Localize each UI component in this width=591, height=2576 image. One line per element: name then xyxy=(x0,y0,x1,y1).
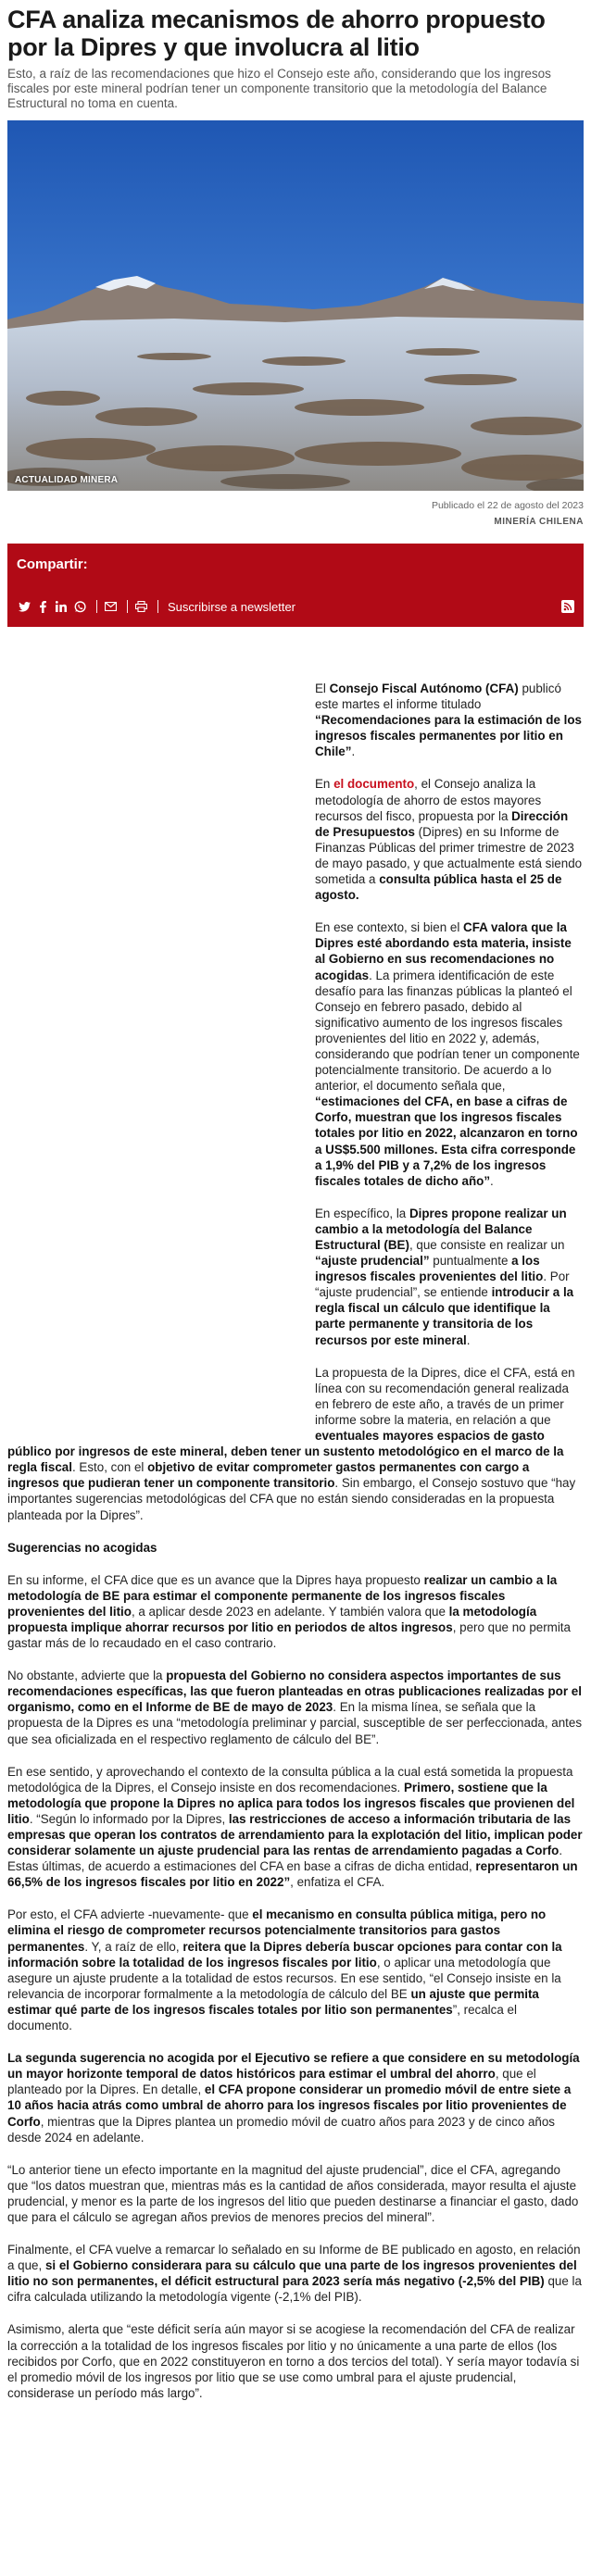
text: publicó este martes el informe titulado xyxy=(315,682,561,712)
text: ”, recalca el documento. xyxy=(7,2002,517,2033)
text-bold: “Recomendaciones para la estimación de los ingresos fiscales permanentes por litio en Chile” xyxy=(315,713,583,759)
document-link[interactable]: el documento xyxy=(333,777,415,792)
text-bold: las restricciones de acceso a información tributaria de las empresas que operan los contratos de arrendamiento para la explotación del litio, implican poder considerar solamente un ajuste prudencial para las rentas de arrendamiento pagadas a Corfo xyxy=(7,1811,583,1858)
text: que la cifra calculada utilizando la metodología vigente (-2,1% del PIB). xyxy=(7,2274,582,2305)
paragraph-12 xyxy=(7,2242,584,2305)
text-bold: Primero, sostiene que la metodología que propone la Dipres no aplica para todos los ingresos fiscales que provienen del litio xyxy=(7,1780,575,1826)
text: . xyxy=(466,1332,471,1347)
text: . xyxy=(490,1173,494,1188)
text: En ese contexto, si bien el xyxy=(315,920,464,935)
text-bold: Consejo Fiscal Autónomo (CFA) xyxy=(329,682,519,695)
linkedin-icon[interactable] xyxy=(54,599,69,614)
text-bold: introducir a la regla fiscal un cálculo que identifique la parte permanente y transitoria de los recursos por este mineral xyxy=(315,1285,574,1347)
paragraph-7 xyxy=(7,1668,584,1746)
text-bold: realizar un cambio a la metodología de BE para estimar el componente permanente de los ingresos fiscales provenientes del litio xyxy=(7,1572,558,1619)
text: . xyxy=(351,744,356,759)
paragraph-9 xyxy=(7,1907,584,2033)
paragraph-8 xyxy=(7,1764,584,1891)
text-bold: un ajuste que permita estimar qué parte de los ingresos fiscales totales por litio son permanentes xyxy=(7,1986,539,2017)
text: . Estas últimas, de acuerdo a estimaciones del CFA en base a cifras de dicha entidad, xyxy=(7,1844,563,1874)
text: En específico, la xyxy=(315,1206,409,1220)
text: . La primera identificación de este desafío para las finanzas públicas la planteó el Consejo en febrero pasado, debido al significativo aumento de los ingresos fiscales provenientes del litio en 2022 y, además, considerando que podrían tener un componente potencialmente transitorio. De acuerdo a lo anterior, el documento señala que, xyxy=(315,968,580,1094)
text: , mientras que la Dipres plantea un promedio móvil de cuatro años para 2023 y de cinco años desde 2024 en adelante. xyxy=(7,2114,555,2145)
text-bold: Dirección de Presupuestos xyxy=(315,808,569,839)
text-bold: representaron un 66,5% de los ingresos fiscales por litio en 2022” xyxy=(7,1859,578,1890)
paragraph-6 xyxy=(7,1572,584,1651)
text: , a aplicar desde 2023 en adelante. Y también valora que xyxy=(131,1604,449,1619)
email-icon[interactable] xyxy=(103,599,118,614)
text: . Sin embargo, el Consejo sostuvo que “hay importantes sugerencias metodológicas del CFA que no están siendo consideradas en la propuesta planteada por la Dipres”. xyxy=(7,1476,576,1522)
sidebar-spacer xyxy=(7,681,315,1436)
hero-image xyxy=(7,120,584,491)
text-bold: propuesta del Gobierno no considera aspectos importantes de sus recomendaciones específicas, las que fueron planteadas en otras publicaciones realizadas por el organismo, como en el Informe de BE de mayo de 2023 xyxy=(7,1669,582,1715)
text: . Por “ajuste prudencial”, se entiende xyxy=(315,1269,570,1300)
print-icon[interactable] xyxy=(133,599,148,614)
text: En su informe, el CFA dice que es un avance que la Dipres haya propuesto xyxy=(7,1572,424,1587)
text: , que el planteado por la Dipres. En detalle, xyxy=(7,2067,536,2097)
text: , que consiste en realizar un xyxy=(409,1238,565,1252)
text-bold: el mecanismo en consulta pública mitiga, pero no elimina el riesgo de comprometer recursos potencialmente transitorios para gastos permanentes xyxy=(7,1907,547,1954)
text-bold: consulta pública hasta el 25 de agosto. xyxy=(315,872,562,903)
share-divider xyxy=(96,600,97,613)
section-heading: Sugerencias no acogidas xyxy=(7,1540,157,1555)
text: puntualmente xyxy=(429,1254,512,1269)
text-bold: reitera que la Dipres debería buscar opciones para contar con la información sobre la totalidad de los ingresos fiscales por litio xyxy=(7,1939,562,1970)
salt-flat-landscape xyxy=(7,120,584,491)
source-label: MINERÍA CHILENA xyxy=(494,517,584,527)
text-bold: la metodología propuesta implique ahorrar recursos por litio en periodos de altos ingresos xyxy=(7,1604,537,1634)
text: , enfatiza el CFA. xyxy=(290,1875,385,1890)
text-bold: La segunda sugerencia no acogida por el Ejecutivo se refiere a que considere en su metodología un mayor horizonte temporal de datos históricos para estimar el umbral del ahorro xyxy=(7,2051,580,2082)
photo-credit: ACTUALIDAD MINERA xyxy=(15,475,119,485)
paragraph-11 xyxy=(7,2162,584,2225)
text: La propuesta de la Dipres, dice el CFA, está en línea con su recomendación general realizada en febrero de este año, a través de un primer informe sobre la materia, en relación a que xyxy=(315,1365,575,1427)
text-bold: objetivo de evitar comprometer gastos permanentes con cargo a ingresos que pudieran tener un componente transitorio xyxy=(7,1460,530,1491)
twitter-icon[interactable] xyxy=(17,599,31,614)
facebook-icon[interactable] xyxy=(35,599,50,614)
text: “Lo anterior tiene un efecto importante en la magnitud del ajuste prudencial”, dice el CFA, agregando que “los datos muestran que, mientras más es la cantidad de años considerada, mayor resulta el ajuste prudencial, y menor es la parte de los ingresos del litio que pueden destinarse a financiar el gasto, dado que para el cálculo se agregan años previos de menores precios del mineral”. xyxy=(7,2162,579,2224)
share-row xyxy=(17,597,574,616)
text: (Dipres) en su Informe de Finanzas Públicas del primer trimestre de 2023 de mayo pasado, y que actualmente está siendo sometida a xyxy=(315,824,583,887)
share-bar xyxy=(7,544,584,627)
text: . Esto, con el xyxy=(71,1460,148,1475)
text: , el Consejo analiza la metodología de ahorro de estos mayores recursos del fisco, propuesta por la xyxy=(315,777,542,823)
headline: CFA analiza mecanismos de ahorro propuesto por la Dipres y que involucra al litio xyxy=(7,6,546,61)
text: No obstante, advierte que la xyxy=(7,1669,167,1683)
text: , pero que no permita gastar más de lo recaudado en el caso contrario. xyxy=(7,1619,571,1651)
whatsapp-icon[interactable] xyxy=(72,599,87,614)
text-bold: Dipres propone realizar un cambio a la metodología del Balance Estructural (BE) xyxy=(315,1206,567,1252)
paragraph-10 xyxy=(7,2050,584,2145)
text: , o aplicar una metodología que asegure un ajuste prudente a la totalidad de estos recursos. En ese sentido, “el Consejo insiste en la relevancia de incorporar formalmente a la metodología de cálculo del BE xyxy=(7,1955,561,2001)
share-divider xyxy=(127,600,128,613)
share-divider xyxy=(157,600,158,613)
text-bold: si el Gobierno considerara para su cálculo que una parte de los ingresos provenientes del litio no son permanentes, el déficit estructural para 2023 sería más negativo (-2,5% del PIB) xyxy=(7,2258,577,2289)
text: . En la misma línea, se señala que la propuesta de la Dipres es una “metodología preliminar y parcial, susceptible de ser perfeccionada, antes que sea oficializada en el respectivo reglamento de cálculo del BE”. xyxy=(7,1700,583,1746)
text: En ese sentido, y aprovechando el contexto de la consulta pública a la cual está sometida la propuesta metodológica de la Dipres, el Consejo insiste en dos recomendaciones. xyxy=(7,1764,573,1794)
text: En xyxy=(315,777,334,792)
text-bold: eventuales mayores espacios de gasto público por ingresos de este mineral, deben tener un sustento metodológico en el marco de la regla fiscal xyxy=(7,1429,564,1475)
lead-paragraph: Esto, a raíz de las recomendaciones que hizo el Consejo este año, considerando que los ingresos fiscales por este mineral podrían tener un componente transitorio que la metodología del Balance Estructural no toma en cuenta. xyxy=(7,67,551,110)
text-bold: a los ingresos fiscales provenientes del litio xyxy=(315,1254,544,1284)
paragraph-13 xyxy=(7,2321,584,2400)
text: Finalmente, el CFA vuelve a remarcar lo señalado en su Informe de BE publicado en agosto, en relación a que, xyxy=(7,2243,581,2273)
publish-date: Publicado el 22 de agosto del 2023 xyxy=(431,500,584,511)
text: . Y, a raíz de ello, xyxy=(84,1939,183,1954)
rss-icon[interactable] xyxy=(561,600,574,613)
newsletter-link[interactable]: Suscribirse a newsletter xyxy=(168,599,296,614)
article-body xyxy=(0,627,591,2401)
text: . “Según lo informado por la Dipres, xyxy=(29,1811,229,1826)
text-bold: el CFA propone considerar un promedio móvil de entre siete a 10 años hacia atrás como umbral de ahorro para los ingresos fiscales por litio provenientes de Corfo xyxy=(7,2082,572,2129)
text: El xyxy=(315,682,330,695)
text: Asimismo, alerta que “este déficit sería aún mayor si se acogiese la recomendación del CFA de realizar la corrección a la totalidad de los ingresos fiscales por litio y no únicamente a una parte de ellos (los recibidos por Corfo, que en 2022 constituyeron en torno a dos tercios del total). Y sería mayor todavía si el promedio móvil de los ingresos por litio que se use como umbral para el ajuste prudencial, considerase un período más largo”. xyxy=(7,2322,580,2400)
share-title: Compartir: xyxy=(17,556,88,572)
text: Por esto, el CFA advierte -nuevamente- que xyxy=(7,1907,253,1922)
text-bold: CFA valora que la Dipres esté abordando esta materia, insiste al Gobierno en sus recomendaciones no acogidas xyxy=(315,920,572,982)
text-bold: “ajuste prudencial” xyxy=(315,1254,430,1269)
text-bold: “estimaciones del CFA, en base a cifras de Corfo, muestran que los ingresos fiscales totales por litio en 2022, alcanzaron en torno a US$5.500 millones. Esta cifra corresponde a 1,9% del PIB y a 7,2% de los ingresos fiscales totales de dicho año” xyxy=(315,1094,578,1188)
